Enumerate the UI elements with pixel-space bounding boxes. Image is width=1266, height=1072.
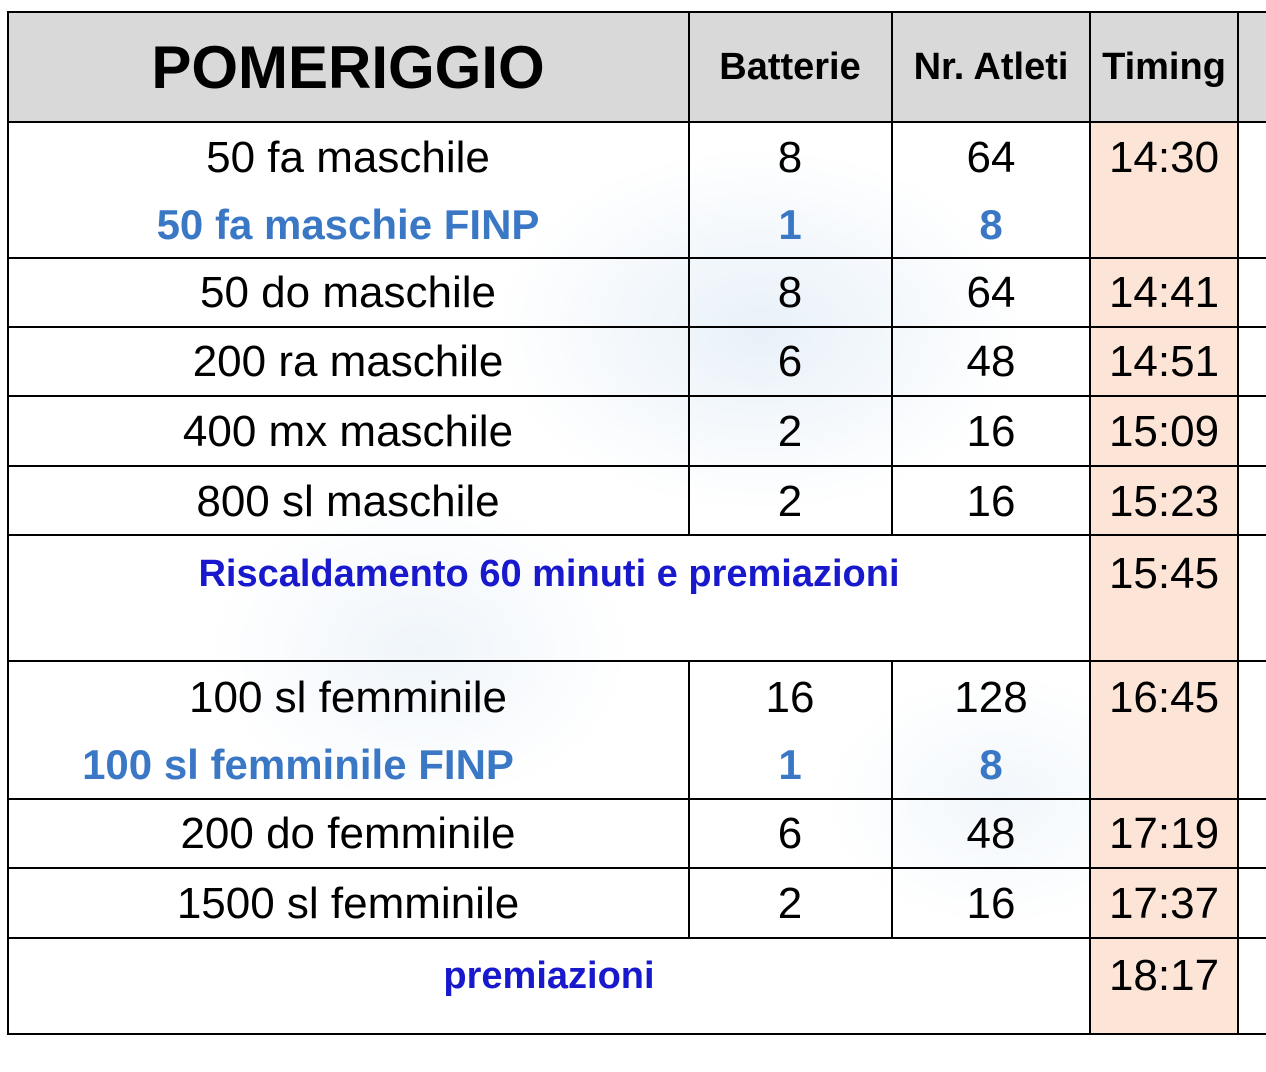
grid-line <box>891 11 893 536</box>
note-warmup: Riscaldamento 60 minuti e premiazioni <box>198 552 900 595</box>
atleti-value: 16 <box>966 879 1016 928</box>
batterie-value: 2 <box>777 407 803 456</box>
timing-value: 15:45 <box>1108 549 1220 598</box>
batterie-value: 16 <box>765 673 815 722</box>
grid-line <box>688 11 690 536</box>
atleti-value: 128 <box>954 673 1028 722</box>
timing-value: 17:19 <box>1108 809 1220 858</box>
timing-value: 15:23 <box>1108 477 1220 526</box>
column-header-atleti: Nr. Atleti <box>913 45 1069 88</box>
atleti-value: 64 <box>966 268 1016 317</box>
batterie-value: 6 <box>777 809 803 858</box>
grid-line <box>8 465 1266 467</box>
event-name: 200 do femminile <box>180 809 516 858</box>
timing-value: 15:09 <box>1108 407 1220 456</box>
batterie-value: 8 <box>777 133 803 182</box>
atleti-value: 64 <box>966 133 1016 182</box>
grid-line <box>8 121 1266 123</box>
timing-value: 17:37 <box>1108 879 1220 928</box>
event-name: 1500 sl femminile <box>176 879 520 928</box>
timing-value: 14:30 <box>1108 133 1220 182</box>
atleti-value: 48 <box>966 809 1016 858</box>
event-name: 400 mx maschile <box>182 407 514 456</box>
finp-batterie-value: 1 <box>778 741 802 788</box>
column-header-batterie: Batterie <box>719 45 861 88</box>
column-header-timing: Timing <box>1102 45 1226 88</box>
event-name: 50 do maschile <box>200 268 496 317</box>
atleti-value: 16 <box>966 477 1016 526</box>
note-premiazioni: premiazioni <box>443 954 655 997</box>
finp-atleti-value: 8 <box>979 201 1003 248</box>
timing-value: 18:17 <box>1108 951 1220 1000</box>
finp-batterie-value: 1 <box>778 201 802 248</box>
timing-value: 14:51 <box>1108 337 1220 386</box>
event-name: 200 ra maschile <box>192 337 504 386</box>
grid-line <box>8 257 1266 259</box>
batterie-value: 6 <box>777 337 803 386</box>
batterie-value: 8 <box>777 268 803 317</box>
grid-line <box>8 326 1266 328</box>
batterie-value: 2 <box>777 879 803 928</box>
grid-line <box>688 660 690 939</box>
grid-line <box>8 11 1266 13</box>
finp-atleti-value: 8 <box>979 741 1003 788</box>
grid-line <box>8 867 1266 869</box>
grid-line <box>8 395 1266 397</box>
timing-value: 14:41 <box>1108 268 1220 317</box>
atleti-value: 48 <box>966 337 1016 386</box>
finp-event-name: 100 sl femminile FINP <box>82 741 514 788</box>
grid-line <box>8 1033 1266 1035</box>
grid-line <box>1237 11 1239 1035</box>
grid-line <box>7 11 9 1035</box>
event-name: 800 sl maschile <box>196 477 500 526</box>
batterie-value: 2 <box>777 477 803 526</box>
timing-value: 16:45 <box>1108 673 1220 722</box>
grid-line <box>8 798 1266 800</box>
grid-line <box>8 937 1266 939</box>
atleti-value: 16 <box>966 407 1016 456</box>
grid-line <box>8 534 1266 536</box>
event-name: 100 sl femminile <box>189 673 507 722</box>
grid-line <box>8 660 1266 662</box>
event-name: 50 fa maschile <box>206 133 490 182</box>
finp-event-name: 50 fa maschie FINP <box>156 201 540 248</box>
page-title: POMERIGGIO <box>151 33 545 101</box>
grid-line <box>1089 11 1091 1035</box>
grid-line <box>891 660 893 939</box>
